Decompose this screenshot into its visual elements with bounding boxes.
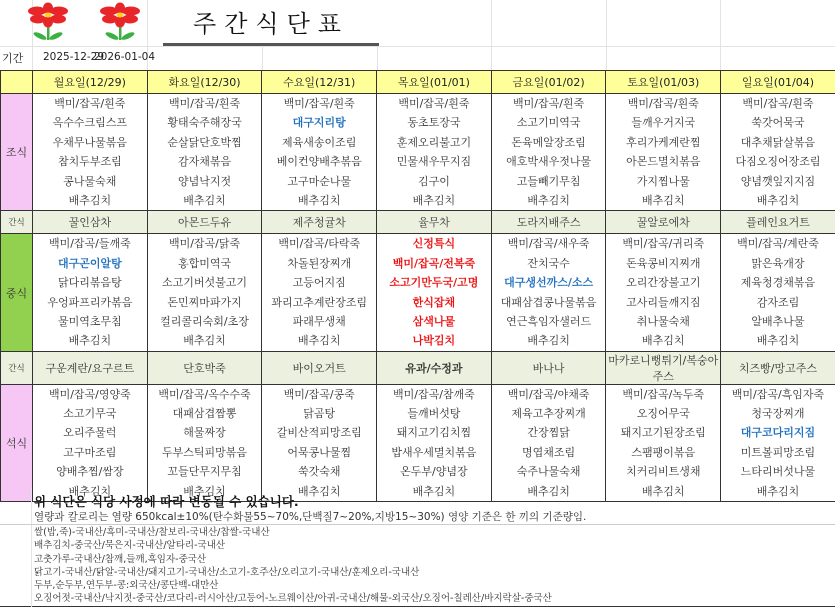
menu-item: 제육고추장찌개 [511,407,586,421]
menu-item: 오리주물럭 [63,426,117,440]
flower-icon [92,2,148,44]
menu-item: 배추김치 [297,484,341,498]
menu-item: 배추김치 [527,484,570,498]
lunch-sun [721,234,835,351]
lunch-row [1,234,835,351]
origin-line: 배추김치-중국산/묵은지-국내산/알타리-국내산 [34,540,226,552]
menu-item-highlighted: 대구생선까스/소스 [504,276,594,290]
breakfast-row [1,94,835,211]
menu-item: 감자채볶음 [177,155,232,169]
period-end-date: 2026-01-04 [94,51,156,63]
menu-item: 백미/잡곡/야채죽 [507,387,590,401]
menu-item: 훈제오리불고기 [396,135,472,149]
menu-item: 순살닭단호박찜 [167,135,242,149]
menu-item-special: 신정특식 [412,237,456,251]
menu-item: 대추채닭살볶음 [740,135,816,149]
menu-item: 소고기미역국 [516,116,581,130]
snack-label: 간식 [1,351,33,384]
menu-item: 해물짜장 [183,426,226,440]
menu-item: 컬리콜리숙회/초장 [160,314,249,328]
menu-item: 참치두부조림 [57,155,122,169]
snack2-fri: 바나나 [491,351,606,384]
page-title: 주간식단표 [163,0,379,46]
nutrition-note: 열량과 칼로리는 열량 650kcal±10%(탄수화물55~70%,단백질7~20%,지방15~30%) 영양 기준은 한 끼의 기준량임. [34,511,587,523]
menu-item: 옥수수크림스프 [52,116,128,130]
menu-item: 배추김치 [68,334,112,348]
menu-item: 백미/잡곡/흑임자죽 [731,387,825,401]
menu-item: 대패삼겹콩나물볶음 [500,295,597,309]
lunch-thu-holiday-special [377,234,492,351]
origin-line: 두부,순두부,연두부-콩:외국산/콩단백-대만산 [34,580,219,592]
menu-item: 민물새우무지짐 [396,155,472,169]
menu-item: 고사리들깨지짐 [626,295,701,309]
menu-item-special: 삼색나물 [412,314,456,328]
menu-item: 고들빼기무침 [516,174,581,188]
menu-item: 알배추나물 [751,314,805,328]
menu-item: 돈민찌마파가지 [167,295,242,309]
menu-item: 백미/잡곡/흰죽 [742,97,814,110]
menu-item: 고등어지짐 [292,276,346,290]
breakfast-fri [491,94,606,211]
menu-item: 베이컨양배추볶음 [276,155,362,169]
dinner-sun [721,384,835,501]
menu-item: 양념깻잎지지짐 [740,174,816,188]
breakfast-tue [147,94,262,211]
menu-item: 배추김치 [297,193,341,207]
breakfast-thu [377,94,492,211]
day-header-mon: 월요일(12/29) [33,71,148,94]
snack2-thu-special: 유과/수정과 [377,351,492,384]
snack2-sun: 치즈빵/망고주스 [721,351,835,384]
notes-section [0,489,835,607]
snack1-sat: 꿀알로에차 [606,211,721,234]
breakfast-label: 조식 [1,94,33,211]
menu-item: 배추김치 [642,484,685,498]
menu-item: 백미/잡곡/타락죽 [278,237,361,251]
dinner-tue [147,384,262,501]
menu-item: 배추김치 [183,484,226,498]
menu-item: 연근흑임자샐러드 [506,314,592,328]
menu-item: 우엉파프리카볶음 [47,295,133,309]
notes-left-strip [0,489,32,607]
menu-item: 김구이 [417,174,450,188]
menu-item: 배추김치 [183,193,226,207]
menu-item: 제육청경채볶음 [740,276,816,290]
dinner-sat [606,384,721,501]
menu-item: 황태숙주해장국 [167,116,242,130]
menu-item: 느타리버섯나물 [740,465,816,479]
menu-item: 백미/잡곡/흰죽 [627,97,699,110]
day-header-row [1,71,835,94]
dinner-label: 석식 [1,384,33,501]
snack1-wed: 제주청귤차 [262,211,377,234]
snack2-wed: 바이오거트 [262,351,377,384]
snack-label: 간식 [1,211,33,234]
menu-item: 고구마조림 [63,445,117,459]
dinner-thu [377,384,492,501]
menu-item: 백미/잡곡/닭죽 [168,237,241,251]
menu-item: 배추김치 [412,193,456,207]
origin-line: 쌀(밥,죽)-국내산/흑미-국내산/찰보리-국내산/찹쌀-국내산 [34,527,270,538]
menu-item: 양념낙지젓 [177,174,232,188]
menu-item: 백미/잡곡/계란죽 [737,237,819,251]
flower-icon [20,2,76,44]
snack1-fri: 도라지배주스 [491,211,606,234]
menu-item: 대패삼겹짬뽕 [172,407,237,421]
menu-item: 백미/잡곡/귀리죽 [622,237,705,251]
snack1-sun: 플레인요거트 [721,211,835,234]
origin-line: 오징어젓-국내산/낙지젓-중국산/코다리-러시아산/고등어-노르웨이산/아귀-국내산/해물-외국산/오징어-칠레산/바지락살-중국산 [34,593,552,605]
menu-item: 꼬들단무지무침 [167,465,242,479]
menu-item: 백미/잡곡/콩죽 [283,387,355,401]
snack-row-1 [1,211,835,234]
menu-item: 명엽채조림 [522,445,576,459]
menu-item-highlighted: 대구곤이알탕 [57,256,122,270]
menu-item: 닭다리볶음탕 [57,276,122,290]
menu-item: 홍합미역국 [177,256,232,270]
lunch-wed [262,234,377,351]
snack2-sat: 마카로니뻥튀기/복숭아주스 [606,351,721,384]
menu-item: 배추김치 [642,334,685,348]
snack1-mon: 꿀인삼차 [33,211,148,234]
menu-item: 다짐오징어장조림 [735,155,821,169]
menu-item: 배추김치 [756,484,800,498]
menu-item-highlighted: 대구코다리지짐 [740,426,816,440]
origin-line: 고춧가루-국내산/참깨,들깨,흑임자-중국산 [34,553,207,565]
dinner-wed [262,384,377,501]
corner-cell [1,71,33,94]
menu-item: 돈육메알장조림 [511,135,586,149]
menu-item: 양배추찜/쌈장 [56,465,124,479]
menu-item: 돼지고기김치찜 [396,426,472,440]
menu-item-special: 소고기만두국/고명 [389,276,479,290]
menu-item: 오리간장불고기 [626,276,701,290]
menu-item: 소고기버섯불고기 [162,276,248,290]
snack-row-2 [1,351,835,384]
menu-item: 차돌된장찌개 [287,256,352,270]
menu-item: 배추김치 [412,484,456,498]
menu-item: 우채무나물볶음 [52,135,128,149]
menu-item: 백미/잡곡/새우죽 [507,237,590,251]
menu-item: 제육새송이조림 [282,135,357,149]
menu-item: 배추김치 [756,334,800,348]
menu-item: 미트볼피망조림 [740,445,816,459]
menu-item: 배추김치 [756,193,800,207]
menu-item: 쑥갓숙채 [297,465,341,479]
menu-item: 스팸팽이볶음 [631,445,696,459]
menu-item: 돼지고기된장조림 [620,426,706,440]
day-header-sun: 일요일(01/04) [721,71,835,94]
menu-item: 오징어무국 [636,407,690,421]
menu-item: 후리가케계란찜 [626,135,701,149]
menu-item: 배추김치 [527,334,570,348]
breakfast-wed [262,94,377,211]
divider [0,524,835,525]
menu-item: 잔치국수 [527,256,570,270]
dinner-mon [33,384,148,501]
menu-item: 숙주나물숙채 [516,465,581,479]
menu-item: 애호박새우젓나물 [506,155,592,169]
menu-item: 갈비산적피망조림 [276,426,362,440]
menu-item: 어묵콩나물찜 [287,445,352,459]
menu-item: 배추김치 [297,334,341,348]
day-header-tue: 화요일(12/30) [147,71,262,94]
menu-item: 아몬드멸치볶음 [626,155,701,169]
menu-item: 백미/잡곡/옥수수죽 [158,387,251,401]
lunch-tue [147,234,262,351]
menu-item-special: 나박김치 [412,334,456,348]
menu-item: 닭곰탕 [303,407,336,421]
breakfast-sun [721,94,835,211]
menu-item: 배추김치 [68,193,112,207]
snack2-tue: 단호박죽 [147,351,262,384]
menu-item: 청국장찌개 [751,407,805,421]
menu-item: 백미/잡곡/흰죽 [513,97,585,110]
menu-item: 동초토장국 [407,116,461,130]
menu-item: 배추김치 [68,484,112,498]
lunch-fri [491,234,606,351]
menu-item: 파래무생채 [292,314,346,328]
menu-item: 백미/잡곡/흰죽 [283,97,355,110]
menu-item: 물미역초무침 [57,314,122,328]
menu-item: 온두부/양념장 [400,465,468,479]
menu-item: 백미/잡곡/흰죽 [398,97,470,110]
menu-item: 백미/잡곡/흰죽 [168,97,241,110]
menu-item: 꽈리고추계란장조림 [271,295,368,309]
day-header-sat: 토요일(01/03) [606,71,721,94]
day-header-wed: 수요일(12/31) [262,71,377,94]
menu-item: 배추김치 [183,334,226,348]
origin-line: 닭고기-국내산/닭알-국내산/돼지고기-국내산/소고기-호주산/오리고기-국내산/훈제오리-국내산 [34,566,420,578]
menu-item: 백미/잡곡/참깨죽 [393,387,475,401]
period-label: 기간 [2,52,24,65]
menu-item: 치커리비트생채 [626,465,701,479]
breakfast-sat [606,94,721,211]
menu-item: 취나물숙채 [636,314,690,328]
menu-item: 배추김치 [527,193,570,207]
menu-item: 밥새우세멸치볶음 [391,445,477,459]
snack1-thu: 율무차 [377,211,492,234]
menu-item: 백미/잡곡/들깨죽 [48,237,131,251]
lunch-sat [606,234,721,351]
menu-item: 감자조림 [756,295,800,309]
menu-item-special: 한식잡채 [412,295,456,309]
lunch-label: 중식 [1,234,33,351]
menu-item: 쑥갓어묵국 [751,116,805,130]
menu-item: 백미/잡곡/영양죽 [48,387,131,401]
menu-item: 배추김치 [642,193,685,207]
menu-item: 두부스틱피망볶음 [162,445,248,459]
breakfast-mon [33,94,148,211]
menu-item: 들깨우거지국 [631,116,696,130]
snack1-tue: 아몬드두유 [147,211,262,234]
day-header-fri: 금요일(01/02) [491,71,606,94]
menu-change-warning: 위 식단은 식당 사정에 따라 변동될 수 있습니다. [34,494,299,509]
period-start-date: 2025-12-29 [43,51,105,63]
menu-item: 간장찜닭 [527,426,570,440]
origin-list [34,526,552,606]
dinner-fri [491,384,606,501]
menu-item: 가지찜나물 [636,174,690,188]
menu-item: 콩나물숙채 [63,174,117,188]
menu-item: 소고기무국 [63,407,117,421]
menu-item: 고구마순나물 [287,174,352,188]
menu-item: 들깨버섯탕 [407,407,461,421]
menu-item-highlighted: 대구지리탕 [292,116,346,130]
menu-item: 맑은육개장 [751,256,805,270]
snack2-mon: 구운계란/요구르트 [33,351,148,384]
weekly-menu-table [0,70,835,502]
day-header-thu: 목요일(01/01) [377,71,492,94]
menu-item-special: 백미/잡곡/전복죽 [392,256,476,270]
menu-item: 돈육콩비지찌개 [626,256,701,270]
menu-item: 백미/잡곡/녹두죽 [622,387,705,401]
menu-item: 백미/잡곡/흰죽 [54,97,126,110]
dinner-row [1,384,835,501]
lunch-mon [33,234,148,351]
